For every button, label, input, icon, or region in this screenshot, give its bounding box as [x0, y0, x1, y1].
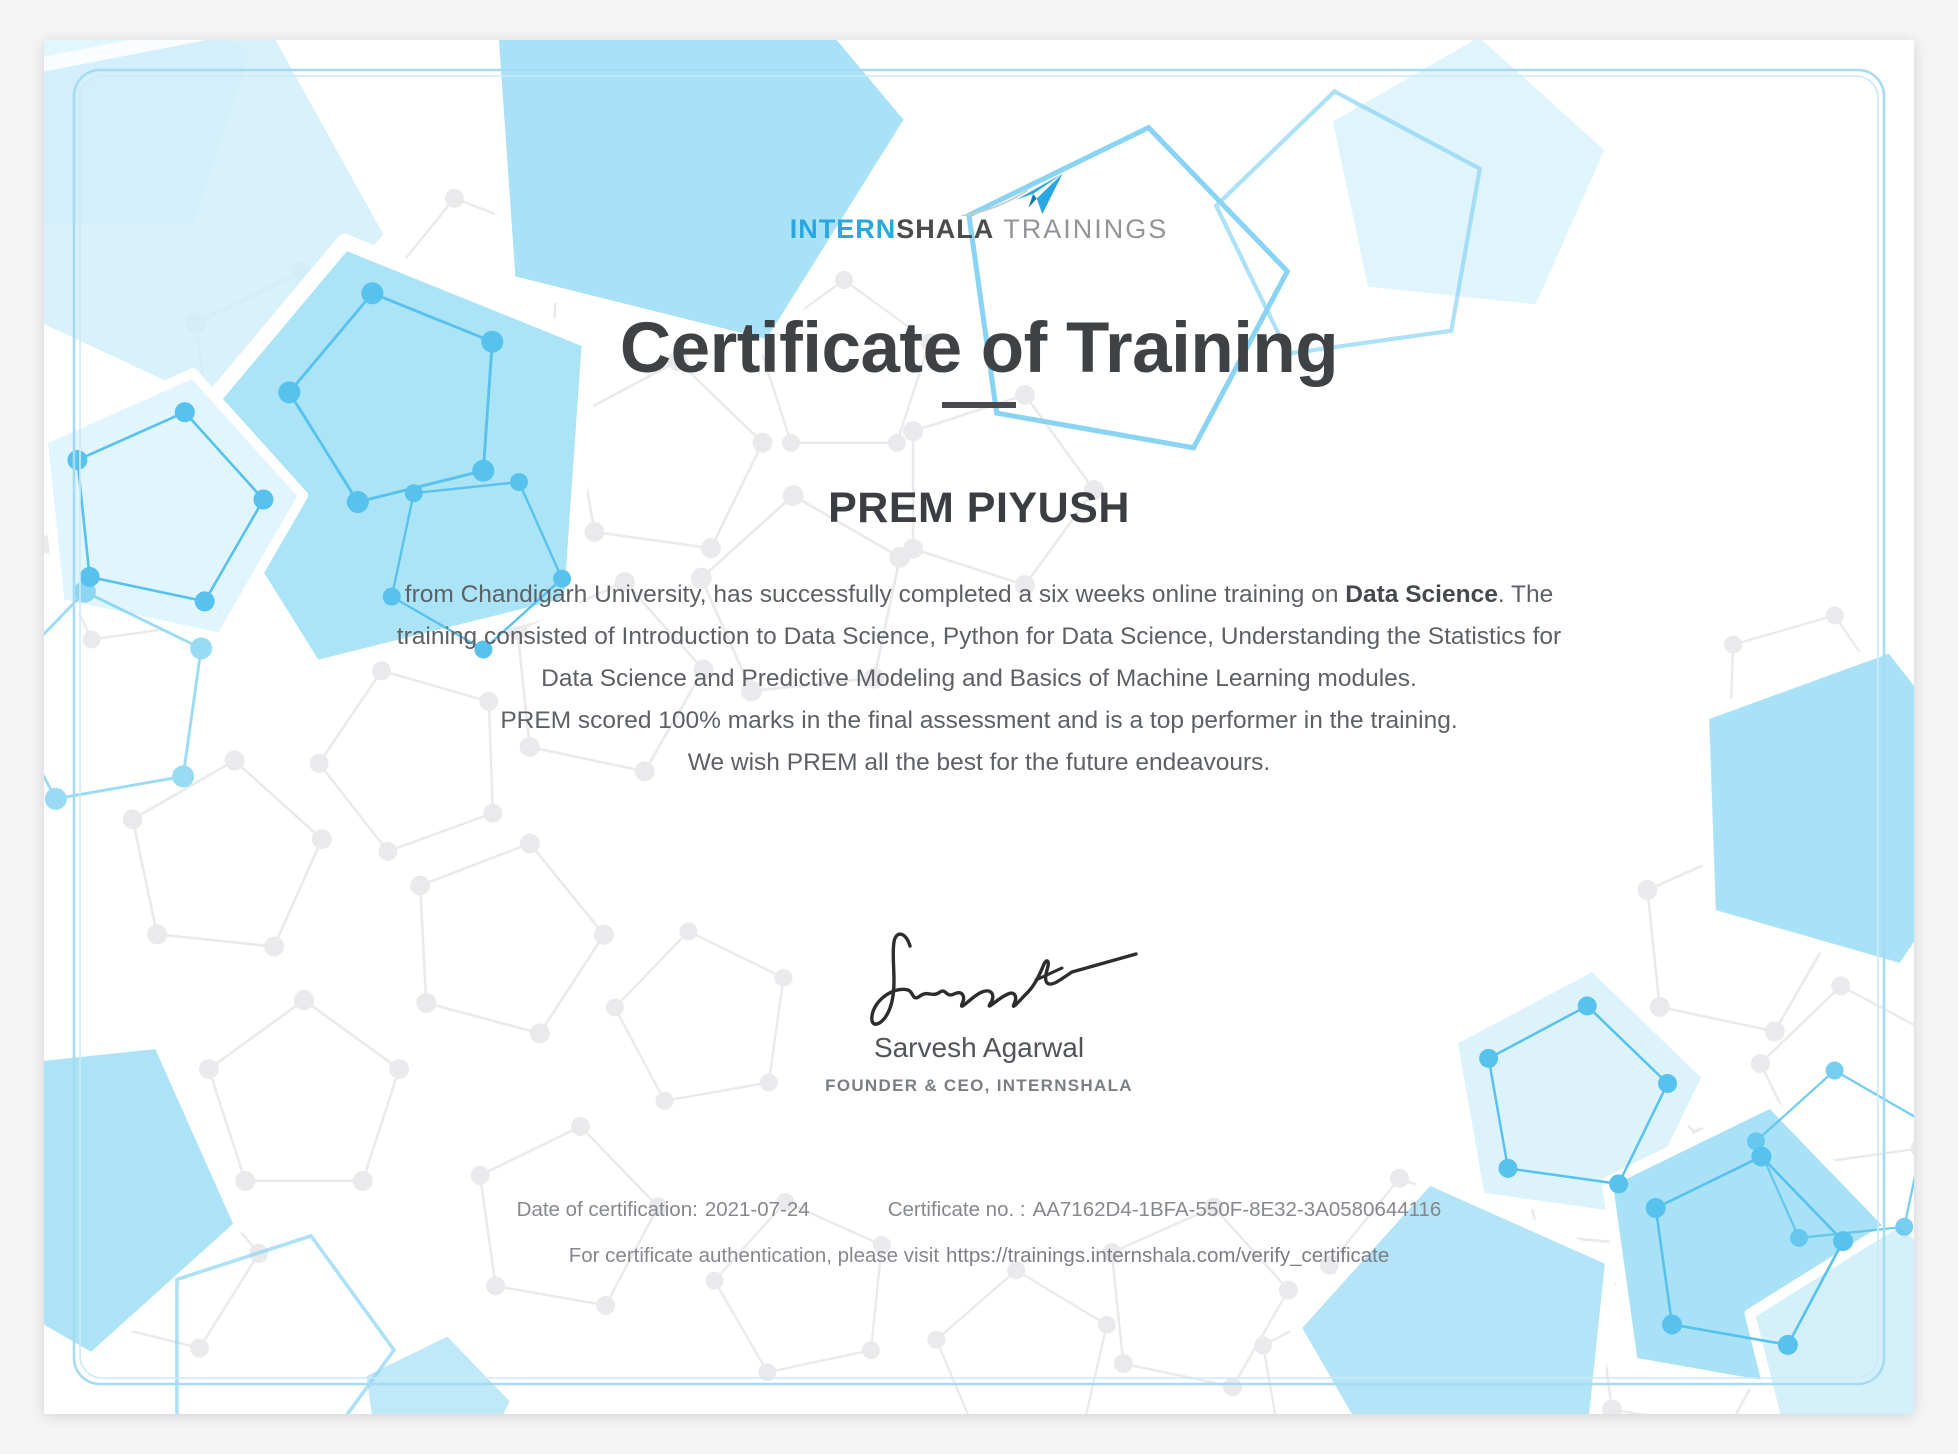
logo-text-trainings: TRAININGS: [1003, 214, 1169, 244]
certificate-number: [888, 1198, 1442, 1222]
course-name: Data Science: [1345, 581, 1498, 608]
certificate-number-label: Certificate no. :: [887, 1198, 1026, 1221]
body-line-4: PREM scored 100% marks in the final assessment and is a top performer in the training.: [500, 707, 1458, 734]
signatory-role: FOUNDER & CEO, INTERNSHALA: [825, 1076, 1133, 1095]
body-line-3: Data Science and Predictive Modeling and Basics of Machine Learning modules.: [541, 665, 1417, 692]
certification-date-label: Date of certification:: [516, 1198, 698, 1221]
paper-plane-icon: [951, 170, 1071, 216]
certificate-title: Certificate of Training: [619, 309, 1339, 388]
certificate-page: [44, 40, 1914, 1414]
body-line-1: from Chandigarh University, has successfully completed a six weeks online training on Data Science. The: [404, 581, 1554, 608]
logo-text-shala: SHALA: [896, 214, 995, 244]
logo-text-intern: INTERN: [789, 214, 897, 244]
verification-note: [44, 1244, 1914, 1268]
body-line-2: training consisted of Introduction to Data Science, Python for Data Science, Understanding the Statistics for: [396, 623, 1562, 650]
body-line-5: We wish PREM all the best for the future endeavours.: [687, 749, 1271, 776]
certificate-content: [44, 40, 1914, 1414]
verification-label: For certificate authentication, please visit: [568, 1244, 940, 1267]
recipient-name: PREM PIYUSH: [828, 484, 1130, 532]
certificate-meta-row: [44, 1198, 1914, 1222]
signatory-name: Sarvesh Agarwal: [873, 1032, 1085, 1063]
internshala-trainings-logo: [44, 172, 1914, 245]
title-divider: [942, 402, 1016, 408]
signature-image: [814, 928, 1144, 1033]
certification-date: [517, 1198, 810, 1222]
verification-url[interactable]: https://trainings.internshala.com/verify_certificate: [946, 1244, 1390, 1267]
certificate-number-value: AA7162D4-1BFA-550F-8E32-3A0580644116: [1032, 1198, 1442, 1221]
certification-date-value: 2021-07-24: [704, 1198, 810, 1221]
certificate-body: [44, 574, 1914, 784]
